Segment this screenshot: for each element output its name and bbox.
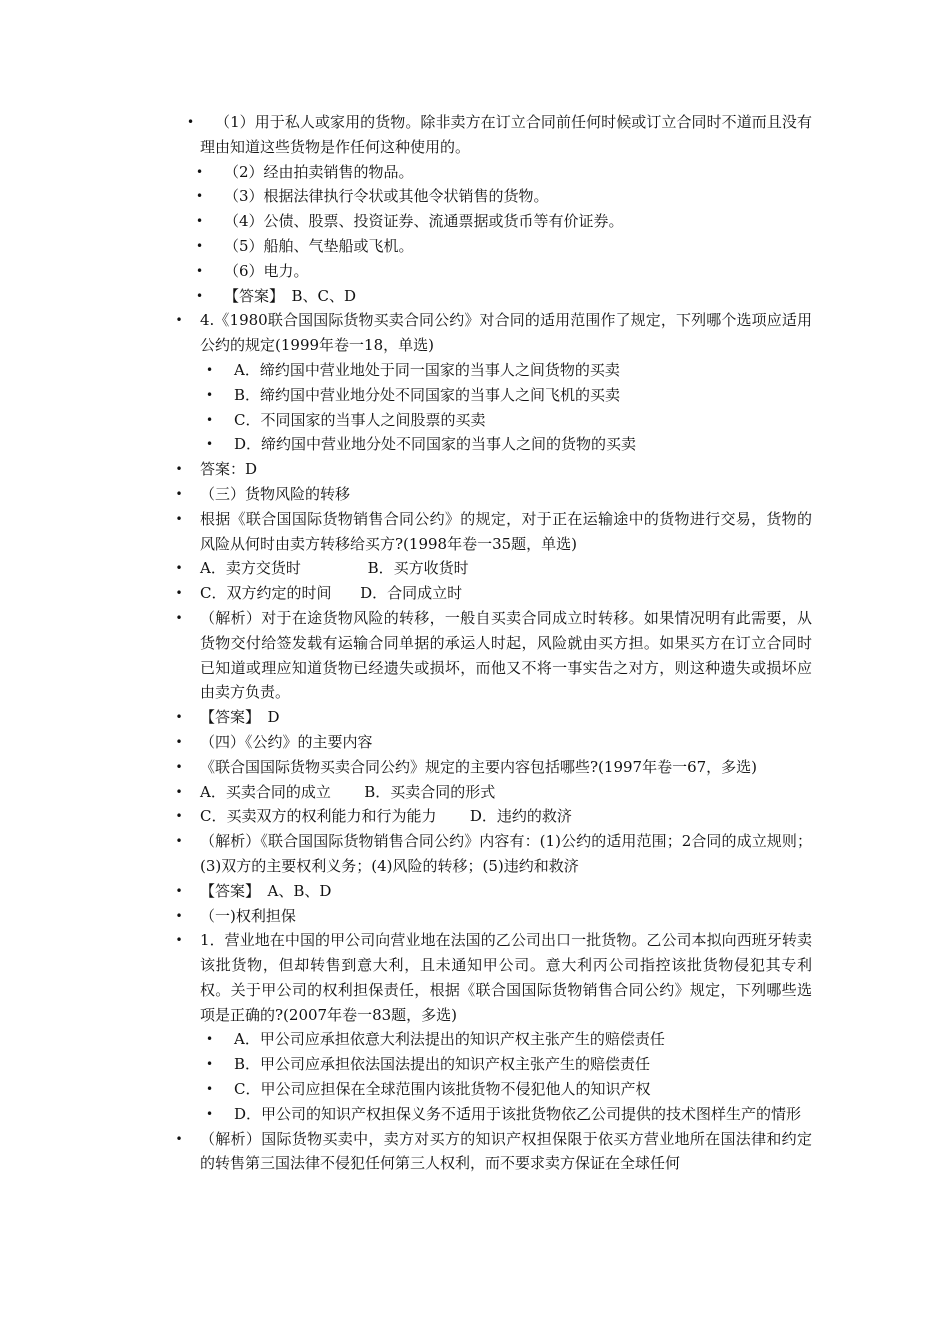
list-item-text: A．买卖合同的成立 B．买卖合同的形式 xyxy=(200,782,496,801)
list-item-text: 根据《联合国国际货物销售合同公约》的规定，对于正在运输途中的货物进行交易，货物的风险从何时由卖方转移给买方?(1998年卷一35题，单选) xyxy=(200,509,812,553)
bullet-icon: • xyxy=(175,784,183,799)
list-item xyxy=(0,928,950,1027)
list-item-text: 【答案】 A、B、D xyxy=(200,881,332,900)
bullet-icon: • xyxy=(175,734,183,749)
list-item-text: （1）用于私人或家用的货物。除非卖方在订立合同前任何时候或订立合同时不道而且没有理由知道这些货物是作任何这种使用的。 xyxy=(200,113,812,156)
list-item-text: （解析）国际货物买卖中，卖方对买方的知识产权担保限于依买方营业地所在国法律和约定的转售第三国法律不侵犯任何第三人权利，而不要求卖方保证在全球任何 xyxy=(200,1129,812,1173)
list-item-text: A．卖方交货时 B．买方收货时 xyxy=(200,559,469,578)
list-item-text: B．缔约国中营业地分处不同国家的当事人之间飞机的买卖 xyxy=(234,385,621,404)
list-item-text: A．甲公司应承担依意大利法提出的知识产权主张产生的赔偿责任 xyxy=(234,1030,665,1049)
list-item-text: C．不同国家的当事人之间股票的买卖 xyxy=(234,410,486,429)
list-item xyxy=(0,1077,950,1102)
bullet-icon: • xyxy=(206,387,214,402)
list-item-text: 《联合国国际货物买卖合同公约》规定的主要内容包括哪些?(1997年卷一67，多选) xyxy=(200,757,758,776)
list-item xyxy=(0,730,950,755)
bullet-icon: • xyxy=(175,610,183,625)
bullet-icon: • xyxy=(175,834,183,849)
list-item-text: （四）《公约》的主要内容 xyxy=(200,732,373,751)
bullet-icon: • xyxy=(175,586,183,601)
list-item xyxy=(0,755,950,780)
bullet-icon: • xyxy=(196,214,204,229)
list-item xyxy=(0,482,950,507)
bullet-icon: • xyxy=(175,908,183,923)
bullet-icon: • xyxy=(196,263,204,278)
bullet-icon: • xyxy=(206,1057,214,1072)
bullet-icon: • xyxy=(196,189,204,204)
list-item xyxy=(0,432,950,457)
bullet-icon: • xyxy=(175,511,183,526)
bullet-icon: • xyxy=(175,933,183,948)
list-item-text: 【答案】 B、C、D xyxy=(224,286,357,305)
bullet-icon: • xyxy=(206,1082,214,1097)
document-page xyxy=(0,110,950,1176)
list-item-text: （2）经由拍卖销售的物品。 xyxy=(224,162,414,181)
list-item xyxy=(0,1127,950,1177)
bullet-icon: • xyxy=(175,486,183,501)
bullet-icon: • xyxy=(175,1131,183,1146)
bullet-icon: • xyxy=(175,313,183,328)
list-item xyxy=(0,110,950,160)
list-item-text: （5）船舶、气垫船或飞机。 xyxy=(224,236,414,255)
bullet-icon: • xyxy=(175,710,183,725)
bullet-icon: • xyxy=(187,115,195,129)
list-item xyxy=(0,780,950,805)
list-item xyxy=(0,209,950,234)
bullet-icon: • xyxy=(206,362,214,377)
bullet-icon: • xyxy=(196,238,204,253)
list-item-text: （4）公债、股票、投资证券、流通票据或货币等有价证券。 xyxy=(224,212,624,231)
list-item-text: C．甲公司应担保在全球范围内该批货物不侵犯他人的知识产权 xyxy=(234,1080,651,1099)
bullet-icon: • xyxy=(175,462,183,477)
bullet-icon: • xyxy=(175,561,183,576)
list-item-text: （6）电力。 xyxy=(224,261,309,280)
list-item-text: C．双方约定的时间 D．合同成立时 xyxy=(200,584,463,603)
bullet-icon: • xyxy=(175,809,183,824)
list-item xyxy=(0,606,950,705)
list-item-text: B．甲公司应承担依法国法提出的知识产权主张产生的赔偿责任 xyxy=(234,1055,651,1074)
list-item xyxy=(0,507,950,557)
list-item-text: C．买卖双方的权利能力和行为能力 D．违约的救济 xyxy=(200,807,572,826)
list-item xyxy=(0,457,950,482)
list-item xyxy=(0,1052,950,1077)
bullet-icon: • xyxy=(175,759,183,774)
bullet-list xyxy=(0,110,950,1176)
list-item xyxy=(0,556,950,581)
bullet-icon: • xyxy=(206,1106,214,1121)
list-item-text: （一)权利担保 xyxy=(200,906,296,925)
list-item xyxy=(0,408,950,433)
list-item xyxy=(0,879,950,904)
list-item-text: A．缔约国中营业地处于同一国家的当事人之间货物的买卖 xyxy=(234,360,620,379)
list-item xyxy=(0,904,950,929)
list-item xyxy=(0,308,950,358)
list-item-text: D．甲公司的知识产权担保义务不适用于该批货物依乙公司提供的技术图样生产的情形 xyxy=(234,1104,802,1123)
list-item-text: （解析）对于在途货物风险的转移，一般自买卖合同成立时转移。如果情况明有此需要，从货物交付给签发载有运输合同单据的承运人时起，风险就由买方担。如果买方在订立合同时已知道或理应知道货物已经遗失或损坏，而他又不将一事实告之对方，则这种遗失或损坏应由卖方负责。 xyxy=(200,608,812,702)
bullet-icon: • xyxy=(206,412,214,427)
list-item xyxy=(0,234,950,259)
list-item-text: 1．营业地在中国的甲公司向营业地在法国的乙公司出口一批货物。乙公司本拟向西班牙转卖该批货物，但却转售到意大利，且未通知甲公司。意大利丙公司指控该批货物侵犯其专利权。关于甲公司的权利担保责任，根据《联合国国际货物销售合同公约》规定，下列哪些选项是正确的?(2007年卷一83题，多选) xyxy=(200,931,812,1024)
list-item xyxy=(0,804,950,829)
list-item xyxy=(0,259,950,284)
list-item-text: （解析）《联合国国际货物销售合同公约》内容有：(1)公约的适用范围；2合同的成立规则；(3)双方的主要权利义务；(4)风险的转移；(5)违约和救济 xyxy=(200,832,812,875)
list-item-text: （3）根据法律执行令状或其他令状销售的货物。 xyxy=(224,187,549,206)
list-item-text: 4.《1980联合国国际货物买卖合同公约》对合同的适用范围作了规定，下列哪个选项应适用公约的规定(1999年卷一18，单选) xyxy=(200,311,812,355)
list-item xyxy=(0,358,950,383)
list-item-text: 【答案】 D xyxy=(200,708,280,727)
list-item xyxy=(0,1027,950,1052)
list-item xyxy=(0,284,950,309)
list-item xyxy=(0,383,950,408)
list-item xyxy=(0,829,950,879)
list-item xyxy=(0,705,950,730)
list-item xyxy=(0,184,950,209)
list-item xyxy=(0,1102,950,1127)
list-item xyxy=(0,160,950,185)
list-item-text: （三）货物风险的转移 xyxy=(200,484,351,503)
list-item xyxy=(0,581,950,606)
bullet-icon: • xyxy=(196,288,204,303)
list-item-text: D．缔约国中营业地分处不同国家的当事人之间的货物的买卖 xyxy=(234,435,637,454)
bullet-icon: • xyxy=(196,164,204,179)
bullet-icon: • xyxy=(206,437,214,452)
bullet-icon: • xyxy=(175,883,183,898)
bullet-icon: • xyxy=(206,1032,214,1047)
list-item-text: 答案：D xyxy=(200,460,258,479)
